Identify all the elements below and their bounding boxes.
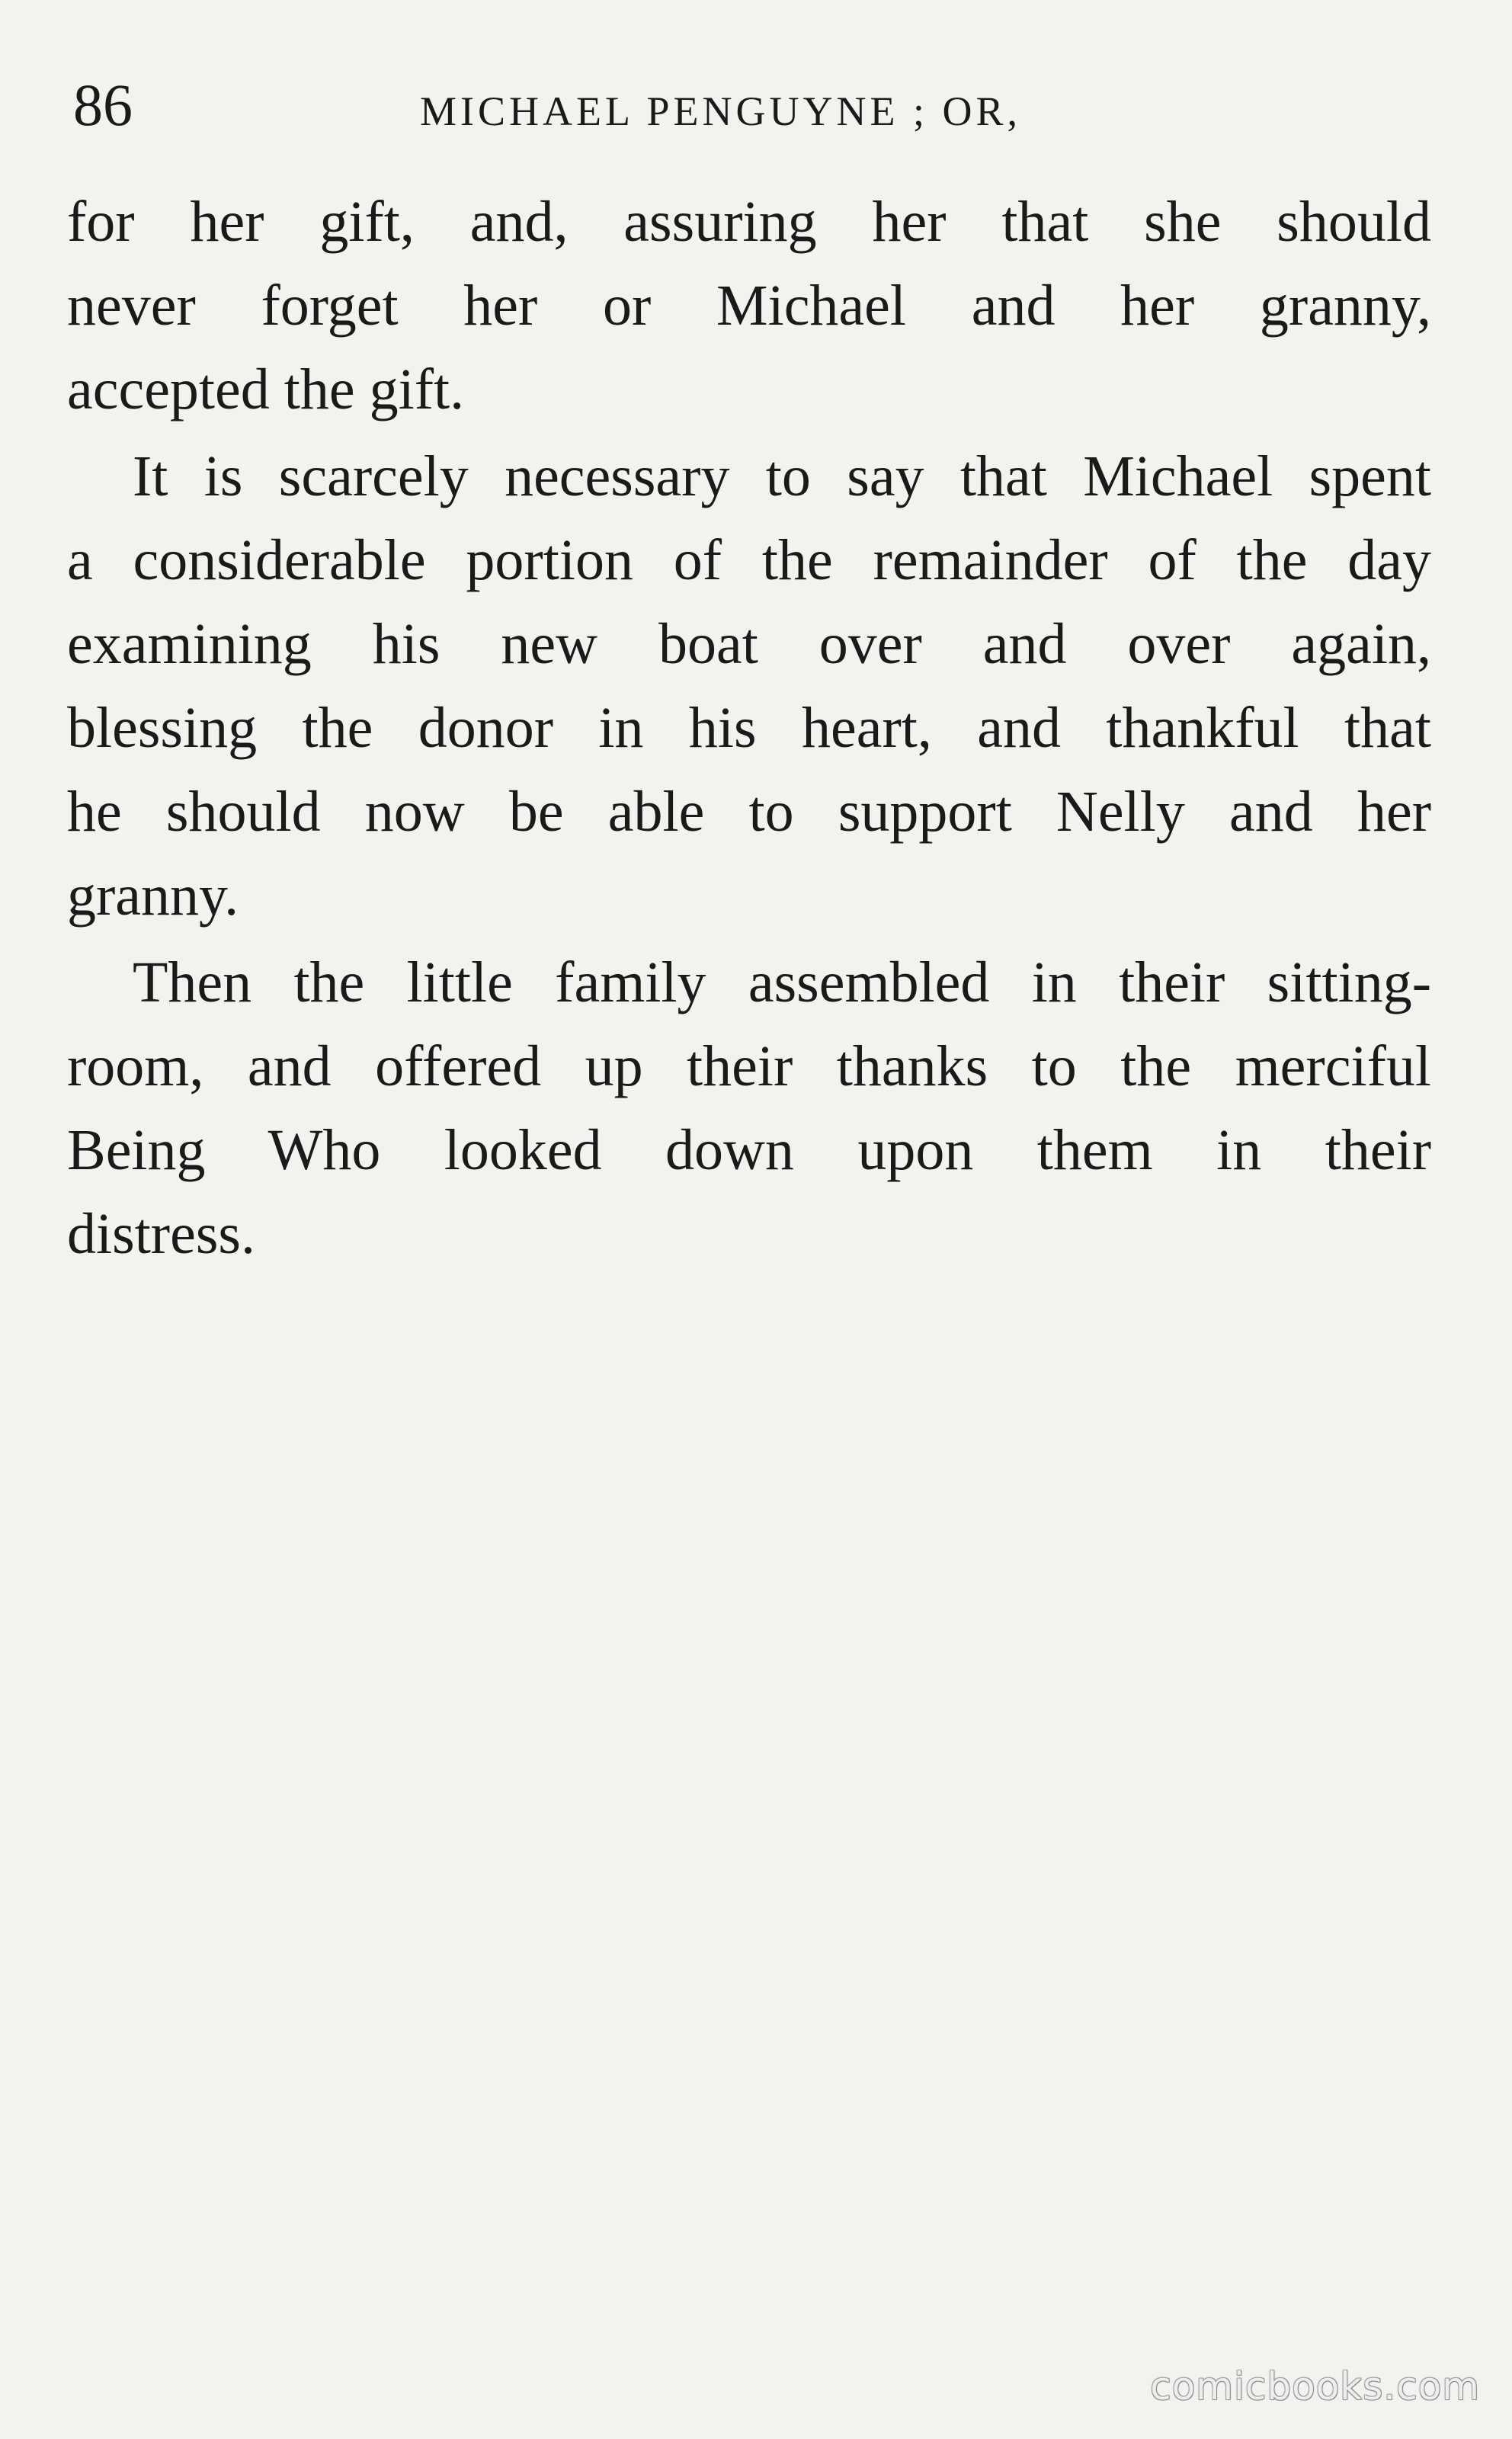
paragraph-1 bbox=[67, 180, 1431, 431]
text-line: accepted the gift. bbox=[67, 357, 465, 421]
text-line: a considerable portion of the remainder of the day bbox=[67, 528, 1431, 592]
text-line: Then the little family assembled in their sitting- bbox=[133, 950, 1431, 1014]
page-number: 86 bbox=[73, 72, 133, 138]
paragraph-3 bbox=[67, 941, 1431, 1276]
text-line: granny. bbox=[67, 864, 239, 928]
text-line: examining his new boat over and over again, bbox=[67, 612, 1431, 676]
running-head bbox=[73, 67, 1430, 143]
text-line: It is scarcely necessary to say that Michael spent bbox=[133, 444, 1431, 508]
text-line: room, and offered up their thanks to the merciful bbox=[67, 1034, 1431, 1098]
running-title: MICHAEL PENGUYNE ; OR, bbox=[420, 88, 1021, 134]
watermark: comicbooks.com bbox=[1150, 2364, 1480, 2409]
body-text bbox=[67, 180, 1431, 1279]
text-line: for her gift, and, assuring her that she should bbox=[67, 190, 1431, 254]
text-line: he should now be able to support Nelly and her bbox=[67, 780, 1431, 844]
text-line: never forget her or Michael and her granny, bbox=[67, 274, 1431, 338]
text-line: Being Who looked down upon them in their bbox=[67, 1118, 1431, 1182]
text-line: distress. bbox=[67, 1202, 255, 1266]
text-line: blessing the donor in his heart, and thankful that bbox=[67, 696, 1431, 760]
paragraph-2 bbox=[67, 434, 1431, 937]
